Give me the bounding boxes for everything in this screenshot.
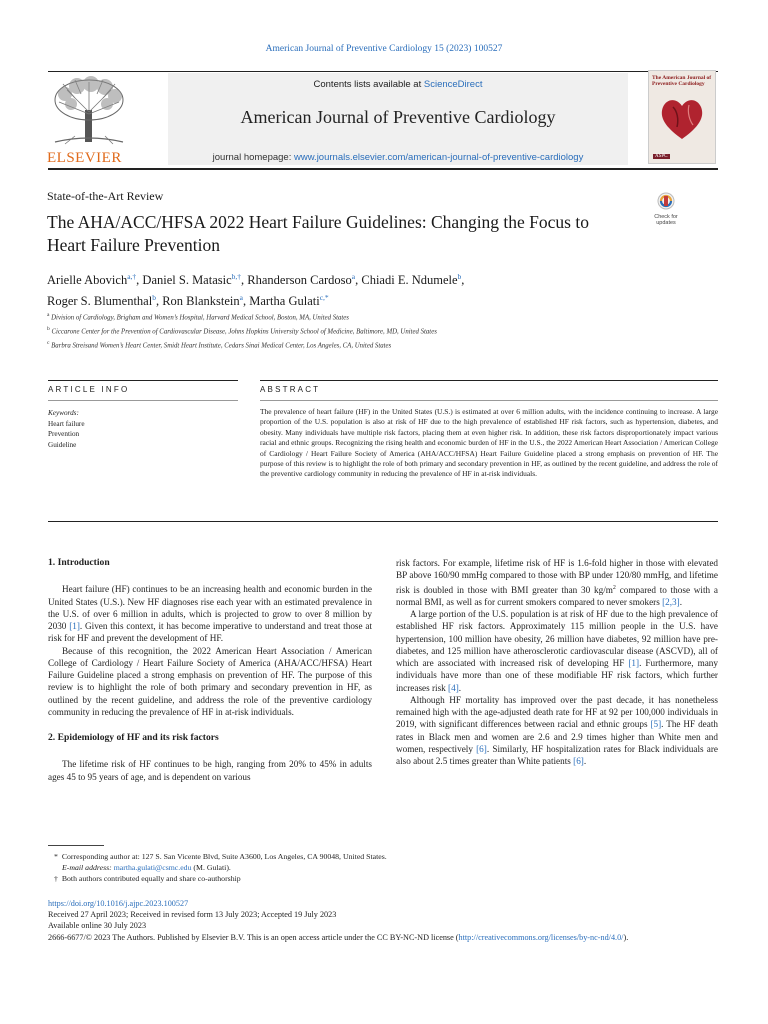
tree-icon	[45, 76, 133, 150]
citation-link[interactable]: [5]	[650, 719, 662, 730]
author-name[interactable]: Daniel S. Matasic	[142, 273, 232, 288]
affiliation-mark: c	[47, 339, 50, 346]
paragraph-text: A large portion of the U.S. population is at risk of HF due to the high prevalence of established HF risk factors. Approximately 115 million people in the U.S. have hypertension, 100 million have obesity, 26 million have diabetes, 92 million have pre-diabetes, and 125 million have atherosclerotic cardiovascular disease (ASCVD), all of which are associated with increased risk of developing HF	[396, 609, 718, 669]
sciencedirect-link[interactable]: ScienceDirect	[423, 79, 483, 90]
cover-title: The American Journal of Preventive Cardiology	[652, 75, 712, 87]
keywords-list	[48, 419, 238, 451]
email-link[interactable]: martha.gulati@csmc.edu	[113, 863, 192, 872]
journal-title: American Journal of Preventive Cardiology	[240, 107, 556, 127]
paragraph-text: compared to those with a normal BMI, as well as for current smokers compared to never smokers	[396, 584, 718, 607]
body-column-right	[396, 557, 718, 767]
affiliation-line	[47, 310, 667, 324]
doi-link[interactable]: https://doi.org/10.1016/j.ajpc.2023.100527	[48, 899, 189, 908]
keyword-item: Guideline	[48, 440, 77, 449]
journal-homepage-line	[168, 152, 628, 163]
paragraph	[396, 608, 718, 694]
license-link[interactable]: http://creativecommons.org/licenses/by-nc-nd/4.0/	[458, 932, 624, 942]
citation-link[interactable]: [1]	[69, 621, 80, 631]
section-heading-epidemiology: 2. Epidemiology of HF and its risk factors	[48, 732, 219, 743]
paragraph	[396, 557, 718, 608]
author-affiliation-mark[interactable]: a	[239, 293, 243, 303]
article-info-heading: ARTICLE INFO	[48, 385, 130, 394]
citation-link[interactable]: [1]	[628, 658, 640, 669]
keywords-block	[48, 408, 238, 450]
license-text: 2666-6677/© 2023 The Authors. Published by Elsevier B.V. This is an open access article under the CC BY-NC-ND license (	[48, 932, 459, 942]
author-separator: ,	[355, 273, 362, 288]
paragraph-text: . The HF death rates in Black men and women are 2.6 and 2.9 times higher than White men and women, respectively	[396, 719, 718, 754]
author-affiliation-mark[interactable]: a	[351, 272, 356, 281]
section-heading-introduction: 1. Introduction	[48, 557, 110, 568]
keyword-item: Heart failure	[48, 419, 85, 428]
paragraph	[48, 583, 372, 644]
paragraph: Because of this recognition, the 2022 American Heart Association / American College of Cardiology / Heart Failure Society of America (AHA/ACC/HFSA) Heart Failure Guideline placed a strong emphasis on prevention of HF. The purpose of this review is to highlight the role of both primary and secondary prevention in HF, as outlined by the recent guideline, and address the role of the preventive cardiology community in reducing the prevalence of HF in at-risk individuals.	[48, 645, 372, 717]
journal-citation-line[interactable]: American Journal of Preventive Cardiology 15 (2023) 100527	[265, 44, 503, 54]
email-label: E-mail address:	[62, 863, 112, 872]
author-affiliation-mark[interactable]: c,*	[319, 293, 329, 303]
journal-cover-thumbnail[interactable]	[648, 70, 716, 164]
citation-link[interactable]: [2,3]	[662, 596, 680, 607]
keyword-item: Prevention	[48, 430, 80, 438]
footnote-mark: †	[54, 874, 58, 883]
article-type: State-of-the-Art Review	[47, 189, 164, 203]
affiliations	[47, 310, 667, 351]
check-updates-label: Check for updates	[654, 214, 678, 226]
author-name[interactable]: Chiadi E. Ndumele	[361, 273, 458, 288]
affiliation-text: Division of Cardiology, Brigham and Women’s Hospital, Harvard Medical School, Boston, MA, United States	[49, 314, 349, 322]
keywords-label: Keywords:	[48, 409, 79, 417]
affiliation-mark: b	[47, 325, 50, 332]
author-affiliation-mark[interactable]: b	[152, 293, 156, 303]
footnote-dagger	[48, 873, 718, 884]
paragraph	[396, 694, 718, 768]
citation-link[interactable]: [6]	[476, 743, 487, 754]
author-affiliation-mark[interactable]: a,†	[127, 272, 137, 281]
check-updates-icon	[657, 192, 675, 214]
license-statement	[48, 932, 720, 943]
header-top-rule	[48, 71, 718, 72]
footnote-mark: *	[54, 852, 58, 861]
author-list	[47, 268, 667, 310]
cover-badge: ASPC	[655, 154, 668, 159]
heart-image-icon	[657, 93, 707, 143]
author-name[interactable]: Martha Gulati	[249, 294, 320, 309]
abstract-heading: ABSTRACT	[260, 385, 321, 394]
journal-header-band	[168, 73, 628, 165]
contents-prefix: Contents lists available at	[313, 79, 424, 90]
author-name[interactable]: Ron Blankstein	[162, 294, 240, 309]
author-name[interactable]: Arielle Abovich	[47, 273, 128, 288]
article-info-rule	[48, 380, 238, 381]
paragraph-text: .	[458, 682, 462, 693]
paragraph-text: risk factors. For example, lifetime risk of HF is 1.6-fold higher in those with elevated BP above 160/90 mmHg compared to those with BP under 120/80 mmHg, and lifetime risk is doubled in those with BMI greater than 30 kg/m	[396, 558, 718, 595]
license-text: ).	[623, 932, 629, 942]
author-name[interactable]: Roger S. Blumenthal	[47, 294, 153, 309]
elsevier-wordmark: ELSEVIER	[47, 150, 122, 166]
abstract-text: The prevalence of heart failure (HF) in the United States (U.S.) is estimated at over 6 million adults, with the incidence continuing to increase. A large proportion of the U.S. population is also at risk of HF due to the high prevalence of established HF risk factors, such as hypertension, diabetes, and obesity. Many individuals have multiple risk factors, placing them at even higher risk. In addition, these risk factors disproportionately impact various racial and ethnic groups. Recognizing the rising health and economic burden of HF in the U.S., the 2022 American Heart Association / American College of Cardiology / Heart Failure Society of America (AHA/ACC/HFSA) Heart Failure Guideline placed a strong emphasis on prevention of HF. The purpose of this review is to highlight the role of both primary and secondary prevention in HF, as outlined by the recent guideline, and address the role of the preventive cardiology community in reducing the prevalence of HF in at-risk individuals.	[260, 407, 718, 479]
paragraph-text: .	[679, 596, 683, 607]
check-for-updates-badge[interactable]	[648, 192, 684, 232]
author-separator: ,	[461, 273, 465, 288]
header-bottom-rule	[48, 168, 718, 170]
body-column-left	[48, 557, 372, 783]
article-title: The AHA/ACC/HFSA 2022 Heart Failure Guidelines: Changing the Focus to Heart Failure Prevention	[47, 212, 589, 255]
author-separator: ,	[136, 273, 143, 288]
abstract-rule-top	[260, 380, 718, 381]
contents-line	[168, 79, 628, 90]
footnote-corresponding	[48, 851, 718, 862]
affiliation-text: Ciccarone Center for the Prevention of Cardiovascular Disease, Johns Hopkins University School of Medicine, Baltimore, MD, United States	[49, 328, 437, 336]
abstract-bottom-rule	[48, 521, 718, 522]
footnote-text: Both authors contributed equally and share co-authorship	[61, 874, 241, 883]
publication-info	[48, 898, 720, 943]
paragraph-text: . Similarly, HF hospitalization rates for Black individuals are also about 2.5 times greater than White patients	[396, 743, 718, 767]
available-online: Available online 30 July 2023	[48, 921, 147, 931]
paragraph-text: . Given this context, it has become imperative to understand and treat those at risk for HF and prevent the development of HF.	[48, 621, 373, 644]
footnote-text: Corresponding author at: 127 S. San Vicente Blvd, Suite A3600, Los Angeles, CA 90048, United States.	[61, 852, 387, 861]
paragraph-text: Although HF mortality has improved over the past decade, it has nonetheless remained high with the age-adjusted death rate for HF at 92 per 100,000 individuals in 2019, with significant differences between racial and ethnic groups	[396, 694, 718, 730]
article-info-subrule	[48, 400, 238, 401]
affiliation-text: Barbra Streisand Women’s Heart Center, Smidt Heart Institute, Cedars Sinai Medical Center, Los Angeles, CA, United States	[49, 341, 392, 349]
paragraph: The lifetime risk of HF continues to be high, ranging from 20% to 45% in adults ages 45 to 95 years of age, and is dependent on various	[48, 759, 372, 782]
paragraph-text: .	[583, 756, 587, 767]
author-separator: ,	[241, 273, 248, 288]
affiliation-line	[47, 324, 667, 338]
author-affiliation-mark[interactable]: b	[457, 272, 462, 281]
author-name[interactable]: Rhanderson Cardoso	[247, 273, 352, 288]
affiliation-line	[47, 338, 667, 352]
footnotes	[48, 851, 718, 884]
footnote-email	[48, 862, 718, 873]
homepage-link[interactable]: www.journals.elsevier.com/american-journal-of-preventive-cardiology	[294, 152, 584, 163]
author-affiliation-mark[interactable]: b,†	[231, 272, 242, 281]
author-separator: ,	[155, 294, 163, 309]
author-separator: ,	[242, 294, 250, 309]
paragraph-text: Heart failure (HF) continues to be an increasing health and economic burden in the United States (U.S.). New HF diagnoses rise each year with an estimated prevalence in the U.S. of over 6 million in adults, which is projected to grow to over 8 million by 2030	[48, 584, 372, 631]
footnote-text: (M. Gulati).	[191, 863, 231, 872]
received-dates: Received 27 April 2023; Received in revised form 13 July 2023; Accepted 19 July 2023	[48, 910, 337, 920]
footnote-rule	[48, 845, 104, 846]
abstract-subrule	[260, 400, 718, 401]
citation-link[interactable]: [6]	[573, 756, 584, 767]
superscript: 2	[612, 584, 616, 591]
affiliation-mark: a	[47, 312, 50, 318]
citation-link[interactable]: [4]	[448, 682, 459, 693]
homepage-prefix: journal homepage:	[212, 152, 294, 163]
paragraph-text: . Furthermore, many individuals have more than one of these modifiable HF risk factors, which further increases risk	[396, 658, 718, 693]
